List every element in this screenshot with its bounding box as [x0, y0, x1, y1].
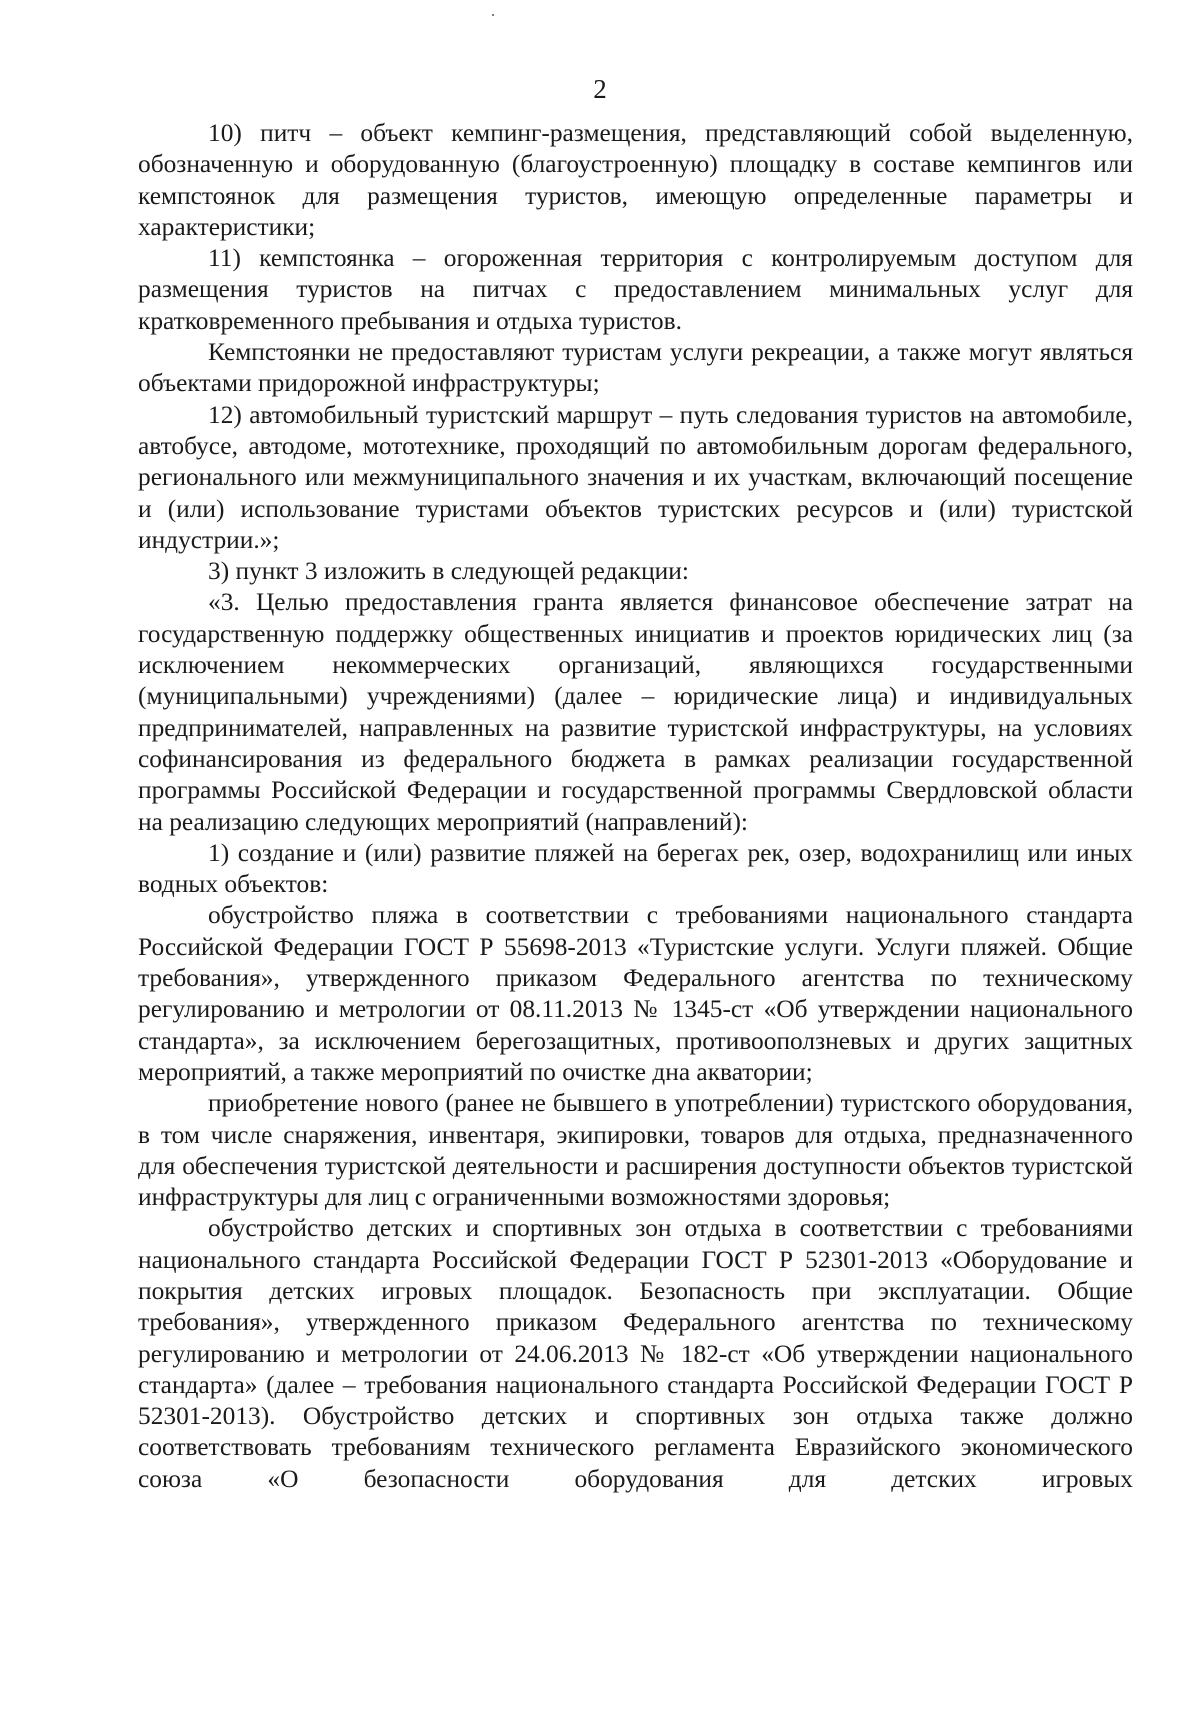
paragraph-grant-purpose: «3. Целью предоставления гранта является финансовое обеспечение затрат на государственную поддержку общественных инициатив и проектов юридических лиц (за исключением некоммерческих организаций, являющихся государственными (муниципальными) учреждениями) (далее – юридические лица) и индивидуальных предпринимателей, направленных на развитие туристской инфраструктуры, на условиях софинансирования из федерального бюджета в рамках реализации государственной программы Российской Федерации и государственной программы Свердловской области на реализацию следующих мероприятий (направлений):: [138, 588, 1133, 836]
paragraph-definition-pitch: 10) питч – объект кемпинг-размещения, представляющий собой выделенную, обозначенную и оборудованную (благоустроенную) площадку в составе кемпингов или кемпстоянок для размещения туристов, имеющую определенные параметры и характеристики;: [138, 119, 1133, 241]
paragraph-beaches: 1) создание и (или) развитие пляжей на берегах рек, озер, водохранилищ или иных водных объектов:: [138, 838, 1133, 899]
paragraph-definition-campsite: 11) кемпстоянка – огороженная территория с контролируемым доступом для размещения туристов на питчах с предоставлением минимальных услуг для кратковременного пребывания и отдыха туристов.: [138, 244, 1133, 335]
scan-mark: [492, 14, 494, 16]
paragraph-beach-arrangement: обустройство пляжа в соответствии с требованиями национального стандарта Российской Федерации ГОСТ Р 55698-2013 «Туристские услуги. Услуги пляжей. Общие требования», утвержденного приказом Федерального агентства по техническому регулированию и метрологии от 08.11.2013 № 1345-ст «Об утверждении национального стандарта», за исключением берегозащитных, противооползневых и других защитных мероприятий, а также мероприятий по очистке дна акватории;: [138, 901, 1133, 1086]
paragraph-amendment-item-3: 3) пункт 3 изложить в следующей редакции:: [208, 557, 689, 586]
document-body: [138, 118, 1133, 1495]
paragraph-campsite-note: Кемпстоянки не предоставляют туристам услуги рекреации, а также могут являться объектами придорожной инфраструктуры;: [138, 338, 1133, 398]
paragraph-definition-auto-route: 12) автомобильный туристский маршрут – путь следования туристов на автомобиле, автобусе, автодоме, мототехнике, проходящий по автомобильным дорогам федерального, регионального или межмуниципального значения и их участкам, включающий посещение и (или) использование туристами объектов туристских ресурсов и (или) туристской индустрии.»;: [138, 400, 1133, 554]
page-number: 2: [593, 74, 607, 104]
paragraph-equipment-purchase: приобретение нового (ранее не бывшего в употреблении) туристского оборудования, в том числе снаряжения, инвентаря, экипировки, товаров для отдыха, предназначенного для обеспечения туристской деятельности и расширения доступности объектов туристской инфраструктуры для лиц с ограниченными возможностями здоровья;: [138, 1089, 1133, 1212]
paragraph-children-zones: обустройство детских и спортивных зон отдыха в соответствии с требованиями национального стандарта Российской Федерации ГОСТ Р 52301-2013 «Оборудование и покрытия детских игровых площадок. Безопасность при эксплуатации. Общие требования», утвержденного приказом Федерального агентства по техническому регулированию и метрологии от 24.06.2013 № 182-ст «Об утверждении национального стандарта» (далее – требования национального стандарта Российской Федерации ГОСТ Р 52301-2013). Обустройство детских и спортивных зон отдыха также должно соответствовать требованиям технического регламента Евразийского экономического союза «О безопасности оборудования для детских игровых: [138, 1214, 1133, 1493]
